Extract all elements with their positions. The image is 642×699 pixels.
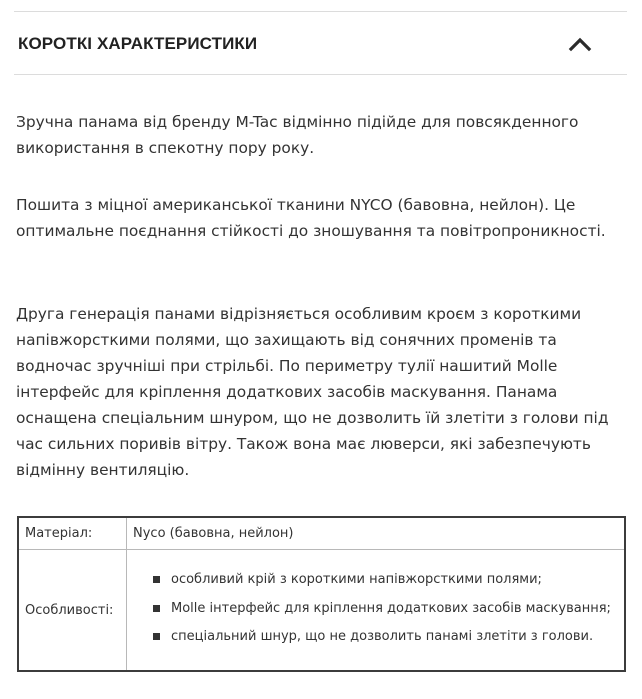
feature-text: Molle інтерфейс для кріплення додаткових засобів маскування; (171, 600, 611, 616)
feature-text: особливий крій з короткими напівжорсткими полями; (171, 571, 542, 587)
features-label: Особливості: (18, 550, 127, 672)
description-paragraph: Друга генерація панами відрізняється особливим кроєм з короткими напівжорсткими полями, що захищають від сонячних променів та водночас зручніші при стрільбі. По периметру тулії нашитий Molle інтерфейс для кріплення додаткових засобів маскування. Панама оснащена спеціальним шнуром, що не дозволить їй злетіти з голови під час сильних поривів вітру. Також вона має люверси, які забезпечують відмінну вентиляцію. (16, 305, 609, 479)
description-paragraph: Пошита з міцної американської тканини NYCO (бавовна, нейлон). Це оптимальне поєднання стійкості до зношування та повітропроникності. (16, 196, 606, 240)
square-bullet-icon (153, 576, 160, 583)
specs-table (17, 516, 626, 672)
description-paragraph: Зручна панама від бренду M-Tac відмінно підійде для повсякденного використання в спекотну пору року. (16, 113, 579, 157)
feature-item (133, 566, 624, 595)
material-value: Nyco (бавовна, нейлон) (127, 517, 626, 550)
specs-row-material (18, 517, 625, 550)
specs-row-features (18, 550, 625, 672)
material-label: Матеріал: (18, 517, 127, 550)
square-bullet-icon (153, 633, 160, 640)
feature-text: спеціальний шнур, що не дозволить панамі злетіти з голови. (171, 629, 594, 645)
feature-item (133, 595, 624, 624)
feature-item (133, 623, 624, 652)
accordion-title: КОРОТКІ ХАРАКТЕРИСТИКИ (18, 34, 258, 53)
characteristics-accordion-header[interactable] (14, 12, 627, 75)
features-list (133, 560, 624, 660)
square-bullet-icon (153, 605, 160, 612)
features-cell (127, 550, 626, 672)
chevron-up-icon[interactable] (565, 34, 595, 54)
